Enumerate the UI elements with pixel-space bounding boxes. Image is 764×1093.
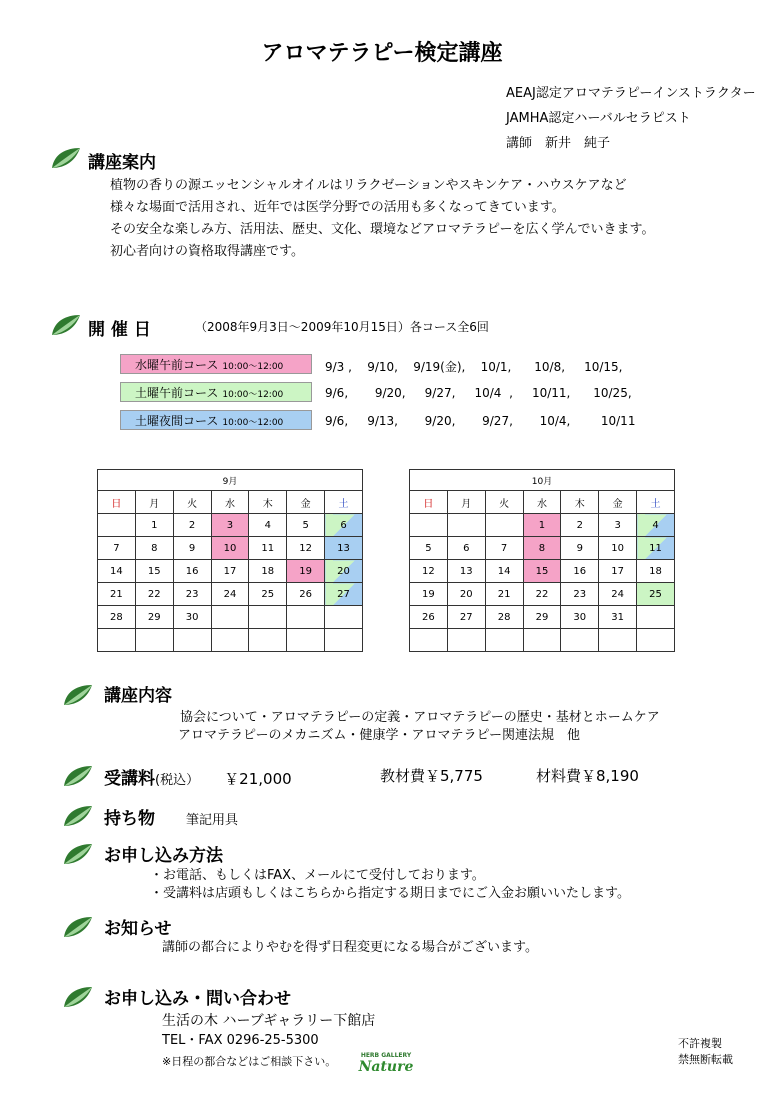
calendar-day: 18 <box>249 560 287 583</box>
schedule-period: （2008年9月3日～2009年10月15日）各コース全6回 <box>195 320 489 334</box>
calendar-day: 3 <box>599 514 637 537</box>
calendar-day <box>98 514 136 537</box>
calendar-day <box>287 629 325 652</box>
calendar-day <box>325 606 363 629</box>
course-info-text <box>110 175 654 263</box>
calendar-october <box>409 469 675 652</box>
calendar-day: 24 <box>599 583 637 606</box>
course-time: 10:00～12:00 <box>222 418 284 428</box>
calendar-day <box>249 629 287 652</box>
calendar-day: 2 <box>173 514 211 537</box>
calendar-day: 8 <box>523 537 561 560</box>
calendar-day: 15 <box>135 560 173 583</box>
leaf-icon <box>62 985 94 1009</box>
leaf-icon <box>62 683 94 707</box>
calendar-day: 17 <box>211 560 249 583</box>
calendar-day: 28 <box>98 606 136 629</box>
instructor-name: 講師 新井 純子 <box>506 136 611 151</box>
calendar-day: 20 <box>325 560 363 583</box>
calendar-day <box>637 606 675 629</box>
weekday-header: 火 <box>173 491 211 514</box>
calendar-day: 1 <box>523 514 561 537</box>
calendar-day <box>287 606 325 629</box>
calendar-day: 23 <box>173 583 211 606</box>
course-dates-wed-am: 9/3 , 9/10, 9/19(金), 10/1, 10/8, 10/15, <box>325 360 623 374</box>
weekday-header: 金 <box>287 491 325 514</box>
weekday-header: 木 <box>561 491 599 514</box>
calendar-month-title: 10月 <box>410 470 675 491</box>
contact-heading: お申し込み・問い合わせ <box>104 989 291 1009</box>
course-dates-sat-pm: 9/6, 9/13, 9/20, 9/27, 10/4, 10/11 <box>325 414 636 428</box>
course-name: 土曜午前コース <box>135 386 219 400</box>
weekday-header: 火 <box>485 491 523 514</box>
contact-note: ※日程の都合などはご相談下さい。 <box>162 1055 337 1068</box>
fee-material: 教材費￥5,775 <box>380 767 483 785</box>
apply-line-2: ・受講料は店頭もしくはこちらから指定する期日までにご入金お願いいたします。 <box>150 886 630 901</box>
calendar-day: 13 <box>325 537 363 560</box>
apply-line-1: ・お電話、もしくはFAX、メールにて受付しております。 <box>150 868 485 883</box>
calendar-day: 1 <box>135 514 173 537</box>
calendar-day: 5 <box>410 537 448 560</box>
weekday-header: 土 <box>325 491 363 514</box>
calendar-day: 28 <box>485 606 523 629</box>
calendar-day <box>173 629 211 652</box>
calendar-day: 29 <box>523 606 561 629</box>
page-title: アロマテラピー検定講座 <box>261 41 503 66</box>
course-time: 10:00～12:00 <box>222 390 284 400</box>
calendar-day: 26 <box>287 583 325 606</box>
calendar-day: 31 <box>599 606 637 629</box>
calendar-day: 21 <box>98 583 136 606</box>
calendar-day: 4 <box>249 514 287 537</box>
contact-shop: 生活の木 ハーブギャラリー下館店 <box>162 1013 376 1029</box>
fee-tax-note: (税込） <box>155 773 200 788</box>
calendar-day: 23 <box>561 583 599 606</box>
herb-gallery-logo <box>354 1052 418 1075</box>
apply-heading: お申し込み方法 <box>104 846 223 866</box>
calendar-day: 26 <box>410 606 448 629</box>
calendar-day: 7 <box>98 537 136 560</box>
contact-tel: TEL・FAX 0296-25-5300 <box>162 1033 319 1048</box>
calendar-day <box>485 629 523 652</box>
course-label-sat-am <box>120 382 312 402</box>
course-time: 10:00～12:00 <box>222 362 284 372</box>
calendar-day: 3 <box>211 514 249 537</box>
course-label-wed-am <box>120 354 312 374</box>
content-line-1: 協会について・アロマテラピーの定義・アロマテラピーの歴史・基材とホームケア <box>180 710 660 725</box>
logo-big-text: Nature <box>358 1059 414 1075</box>
calendar-day <box>135 629 173 652</box>
weekday-header: 水 <box>211 491 249 514</box>
calendar-day <box>637 629 675 652</box>
calendar-day: 13 <box>447 560 485 583</box>
leaf-icon <box>62 764 94 788</box>
instructor-cert-aeaj: AEAJ認定アロマテラピーインストラクター <box>506 86 756 101</box>
course-name: 水曜午前コース <box>135 358 219 372</box>
calendar-day: 9 <box>173 537 211 560</box>
leaf-icon <box>50 313 82 337</box>
weekday-header: 金 <box>599 491 637 514</box>
notice-heading: お知らせ <box>104 919 172 939</box>
calendar-day <box>249 606 287 629</box>
course-info-line: 初心者向けの資格取得講座です。 <box>110 244 304 259</box>
weekday-header: 木 <box>249 491 287 514</box>
course-info-line: 植物の香りの源エッセンシャルオイルはリラクゼーションやスキンケア・ハウスケアなど <box>110 178 627 193</box>
course-info-line: その安全な楽しみ方、活用法、歴史、文化、環境などアロマテラピーを広く学んでいきます。 <box>110 222 655 237</box>
calendar-day: 30 <box>173 606 211 629</box>
calendar-day: 21 <box>485 583 523 606</box>
calendar-day: 19 <box>287 560 325 583</box>
calendar-day: 7 <box>485 537 523 560</box>
calendar-day: 27 <box>325 583 363 606</box>
weekday-header: 月 <box>447 491 485 514</box>
calendar-day <box>485 514 523 537</box>
calendar-september <box>97 469 363 652</box>
calendar-day: 6 <box>325 514 363 537</box>
calendar-day: 4 <box>637 514 675 537</box>
leaf-icon <box>62 842 94 866</box>
instructor-cert-jamha: JAMHA認定ハーバルセラピスト <box>506 111 691 126</box>
leaf-icon <box>50 146 82 170</box>
fee-heading: 受講料 <box>104 769 155 789</box>
weekday-header: 水 <box>523 491 561 514</box>
calendar-day: 11 <box>249 537 287 560</box>
calendar-day: 6 <box>447 537 485 560</box>
copyright-line-2: 禁無断転載 <box>678 1053 733 1066</box>
calendar-day: 8 <box>135 537 173 560</box>
calendar-day: 22 <box>523 583 561 606</box>
calendar-day <box>561 629 599 652</box>
weekday-header: 日 <box>410 491 448 514</box>
calendar-day <box>410 514 448 537</box>
calendar-day: 29 <box>135 606 173 629</box>
logo-small-text: HERB GALLERY <box>360 1052 412 1059</box>
calendar-day <box>325 629 363 652</box>
calendar-day: 24 <box>211 583 249 606</box>
calendar-day: 25 <box>249 583 287 606</box>
calendar-day: 16 <box>173 560 211 583</box>
calendar-day <box>98 629 136 652</box>
weekday-header: 土 <box>637 491 675 514</box>
course-info-line: 様々な場面で活用され、近年では医学分野での活用も多くなってきています。 <box>110 200 565 215</box>
fee-amount: ￥21,000 <box>224 770 292 788</box>
schedule-heading: 開 催 日 <box>88 320 151 340</box>
calendar-day: 12 <box>287 537 325 560</box>
calendar-day: 30 <box>561 606 599 629</box>
calendar-day: 18 <box>637 560 675 583</box>
content-line-2: アロマテラピーのメカニズム・健康学・アロマテラピー関連法規 他 <box>178 728 580 743</box>
calendar-day: 9 <box>561 537 599 560</box>
calendar-day: 12 <box>410 560 448 583</box>
copyright-line-1: 不許複製 <box>678 1037 722 1050</box>
calendar-day: 5 <box>287 514 325 537</box>
content-heading: 講座内容 <box>104 686 172 706</box>
calendar-day: 20 <box>447 583 485 606</box>
weekday-header: 日 <box>98 491 136 514</box>
fee-supplies: 材料費￥8,190 <box>536 767 639 785</box>
calendar-day: 14 <box>485 560 523 583</box>
calendar-day: 25 <box>637 583 675 606</box>
calendar-day <box>523 629 561 652</box>
calendar-day: 17 <box>599 560 637 583</box>
leaf-icon <box>62 915 94 939</box>
calendar-day <box>211 606 249 629</box>
bring-heading: 持ち物 <box>104 809 155 829</box>
fee-row <box>104 764 292 789</box>
course-label-sat-pm <box>120 410 312 430</box>
calendar-day: 15 <box>523 560 561 583</box>
weekday-header: 月 <box>135 491 173 514</box>
calendar-day: 19 <box>410 583 448 606</box>
calendar-day <box>447 629 485 652</box>
bring-text: 筆記用具 <box>186 813 239 828</box>
calendar-day: 16 <box>561 560 599 583</box>
leaf-icon <box>62 804 94 828</box>
calendar-day <box>447 514 485 537</box>
calendar-day: 11 <box>637 537 675 560</box>
calendar-day: 10 <box>211 537 249 560</box>
calendar-day: 22 <box>135 583 173 606</box>
course-info-heading: 講座案内 <box>88 153 156 173</box>
calendar-day <box>410 629 448 652</box>
course-name: 土曜夜間コース <box>135 414 219 428</box>
calendar-day <box>599 629 637 652</box>
calendar-day: 2 <box>561 514 599 537</box>
calendar-month-title: 9月 <box>98 470 363 491</box>
course-dates-sat-am: 9/6, 9/20, 9/27, 10/4 , 10/11, 10/25, <box>325 386 632 400</box>
calendar-day: 27 <box>447 606 485 629</box>
calendar-day: 14 <box>98 560 136 583</box>
calendar-day: 10 <box>599 537 637 560</box>
calendar-day <box>211 629 249 652</box>
notice-text: 講師の都合によりやむを得ず日程変更になる場合がございます。 <box>162 940 538 955</box>
